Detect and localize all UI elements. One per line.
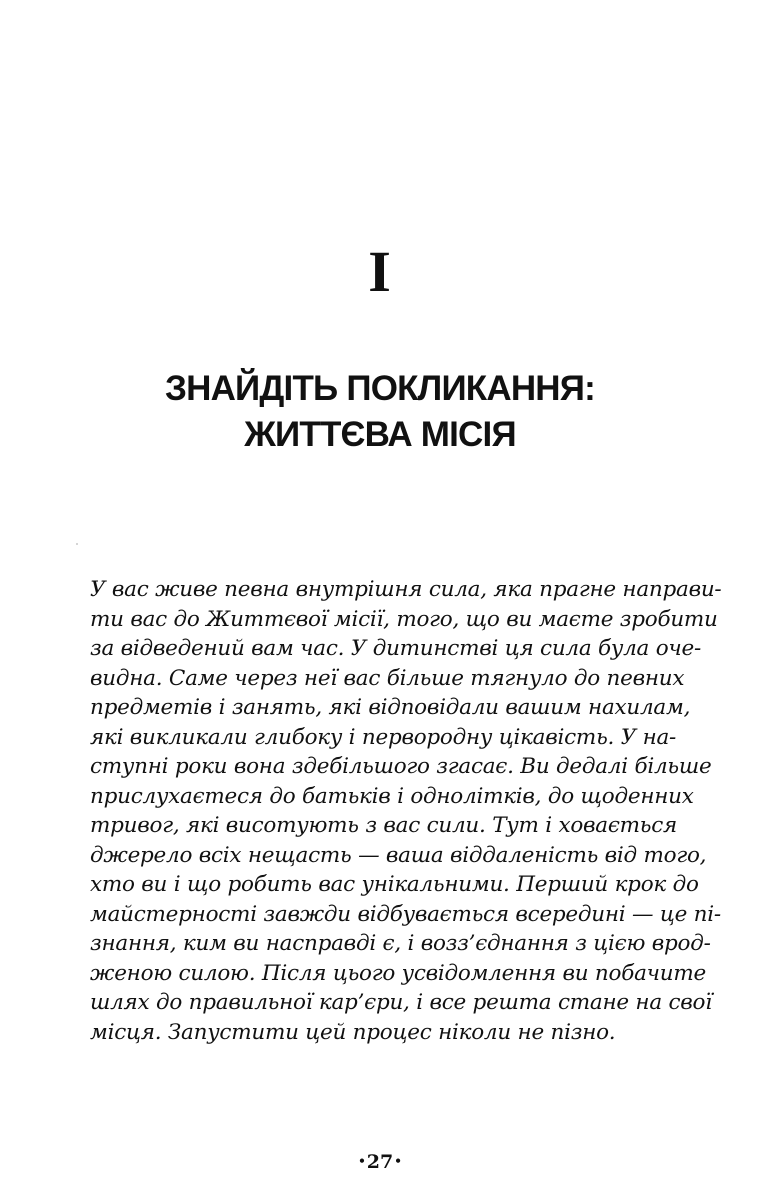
epigraph-line: за відведений вам час. У дитинстві ця сила була оче- — [90, 636, 702, 661]
epigraph-line: видна. Саме через неї вас більше тягнуло до певних — [90, 665, 685, 691]
page-number-dot-left: • — [358, 1154, 366, 1168]
epigraph-line: У вас живе певна внутрішня сила, яка прагне направи- — [90, 577, 722, 602]
epigraph-line: прислухаєтеся до батьків і однолітків, до щоденних — [90, 783, 694, 809]
epigraph-line: шлях до правильної кар’єри, і все решта стане на свої — [90, 990, 712, 1015]
page-number-dot-right: • — [394, 1154, 402, 1168]
epigraph-paragraph — [90, 575, 722, 1047]
page-number-value: 27 — [366, 1151, 394, 1173]
chapter-title-line-2: ЖИТТЄВА МІСІЯ — [244, 415, 516, 454]
epigraph-line: знання, ким ви насправді є, і возз’єднання з цією врод- — [90, 931, 711, 956]
epigraph-line: ти вас до Життєвої місії, того, що ви маєте зробити — [90, 606, 718, 632]
epigraph-line: хто ви і що робить вас унікальними. Перший крок до — [90, 872, 699, 897]
epigraph-line: предметів і занять, які відповідали вашим нахилам, — [90, 695, 691, 720]
chapter-title — [40, 366, 720, 458]
chapter-number: I — [368, 239, 392, 304]
epigraph-line: ступні роки вона здебільшого згасає. Ви дедалі більше — [90, 754, 712, 779]
epigraph-line: джерело всіх нещасть — ваша віддаленість від того, — [90, 842, 707, 868]
epigraph-line: женою силою. Після цього усвідомлення ви побачите — [90, 960, 706, 986]
page-number — [0, 1150, 760, 1175]
epigraph-line: майстерності завжди відбувається всередині — це пі- — [90, 901, 721, 927]
scan-speck — [76, 543, 78, 545]
epigraph-line: місця. Запустити цей процес ніколи не пізно. — [90, 1019, 616, 1045]
epigraph-line: тривог, які висотують з вас сили. Тут і ховається — [90, 813, 677, 838]
epigraph-line: які викликали глибоку і первородну цікавість. У на- — [90, 724, 677, 750]
chapter-title-line-1: ЗНАЙДІТЬ ПОКЛИКАННЯ: — [164, 369, 595, 408]
